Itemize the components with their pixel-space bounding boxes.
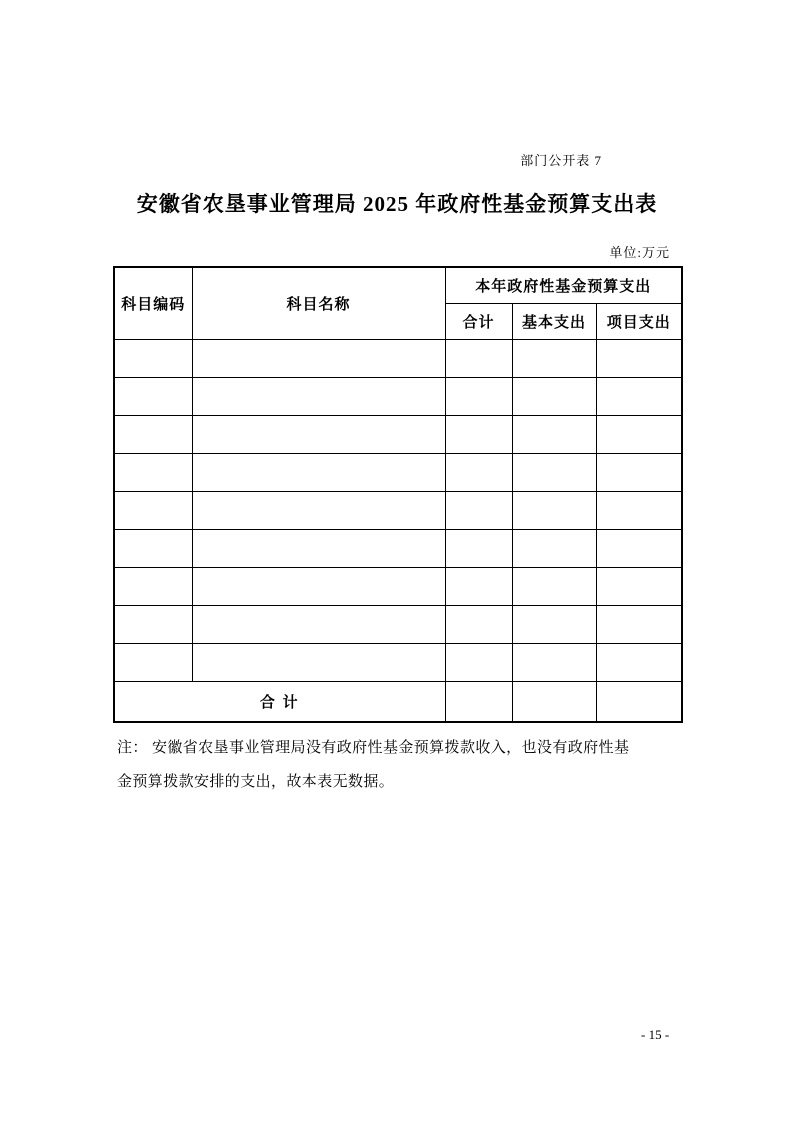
table-cell	[596, 529, 682, 567]
table-row	[114, 453, 682, 491]
table-cell	[445, 567, 512, 605]
table-cell	[445, 415, 512, 453]
table-cell	[512, 415, 596, 453]
table-cell	[114, 605, 192, 643]
table-cell	[445, 453, 512, 491]
header-basic-expenditure: 基本支出	[512, 303, 596, 339]
table-cell	[192, 415, 445, 453]
table-row	[114, 567, 682, 605]
header-subject-name: 科目名称	[192, 267, 445, 339]
table-row	[114, 529, 682, 567]
footnote	[117, 731, 657, 799]
total-row-label: 合 计	[114, 681, 445, 722]
table-row	[114, 377, 682, 415]
table-cell	[596, 643, 682, 681]
table-row	[114, 415, 682, 453]
table-cell	[192, 567, 445, 605]
table-cell	[445, 529, 512, 567]
table-cell	[114, 415, 192, 453]
table-cell	[512, 453, 596, 491]
table-footer	[114, 681, 682, 722]
table-cell	[114, 339, 192, 377]
header-row-1	[114, 267, 682, 303]
budget-table	[113, 266, 683, 723]
table-cell	[596, 453, 682, 491]
table-cell	[114, 567, 192, 605]
page-title: 安徽省农垦事业管理局 2025 年政府性基金预算支出表	[136, 192, 658, 216]
table-row	[114, 643, 682, 681]
table-cell	[596, 605, 682, 643]
table-cell	[512, 339, 596, 377]
table-cell	[114, 643, 192, 681]
total-row-total	[445, 681, 512, 722]
table-cell	[512, 529, 596, 567]
table-cell	[512, 605, 596, 643]
table-cell	[114, 453, 192, 491]
table-body	[114, 339, 682, 681]
table-cell	[445, 605, 512, 643]
table-cell	[445, 643, 512, 681]
table-cell	[512, 491, 596, 529]
table-cell	[192, 491, 445, 529]
table-cell	[192, 529, 445, 567]
footnote-line-2: 金预算拨款安排的支出，故本表无数据。	[117, 774, 395, 790]
table-cell	[114, 491, 192, 529]
table-header	[114, 267, 682, 339]
table-cell	[596, 339, 682, 377]
table-cell	[596, 491, 682, 529]
table-cell	[596, 567, 682, 605]
table-row	[114, 605, 682, 643]
table-cell	[192, 605, 445, 643]
table-cell	[192, 453, 445, 491]
corner-label: 部门公开表 7	[520, 153, 602, 168]
table-cell	[596, 377, 682, 415]
table-cell	[114, 377, 192, 415]
table-cell	[114, 529, 192, 567]
header-group-current-year: 本年政府性基金预算支出	[445, 267, 682, 303]
total-row-basic	[512, 681, 596, 722]
page-number: - 15 -	[641, 1027, 670, 1042]
table-row	[114, 339, 682, 377]
table-cell	[596, 415, 682, 453]
table-cell	[512, 377, 596, 415]
table-cell	[445, 377, 512, 415]
unit-label: 单位:万元	[609, 245, 670, 260]
table-cell	[445, 491, 512, 529]
table-cell	[192, 339, 445, 377]
header-total: 合计	[445, 303, 512, 339]
header-subject-code: 科目编码	[114, 267, 192, 339]
footnote-line-1: 注： 安徽省农垦事业管理局没有政府性基金预算拨款收入，也没有政府性基	[117, 740, 630, 756]
table-cell	[192, 377, 445, 415]
table-cell	[512, 567, 596, 605]
total-row-project	[596, 681, 682, 722]
table-cell	[512, 643, 596, 681]
table-cell	[192, 643, 445, 681]
table-cell	[445, 339, 512, 377]
header-project-expenditure: 项目支出	[596, 303, 682, 339]
table-row	[114, 491, 682, 529]
total-row	[114, 681, 682, 722]
